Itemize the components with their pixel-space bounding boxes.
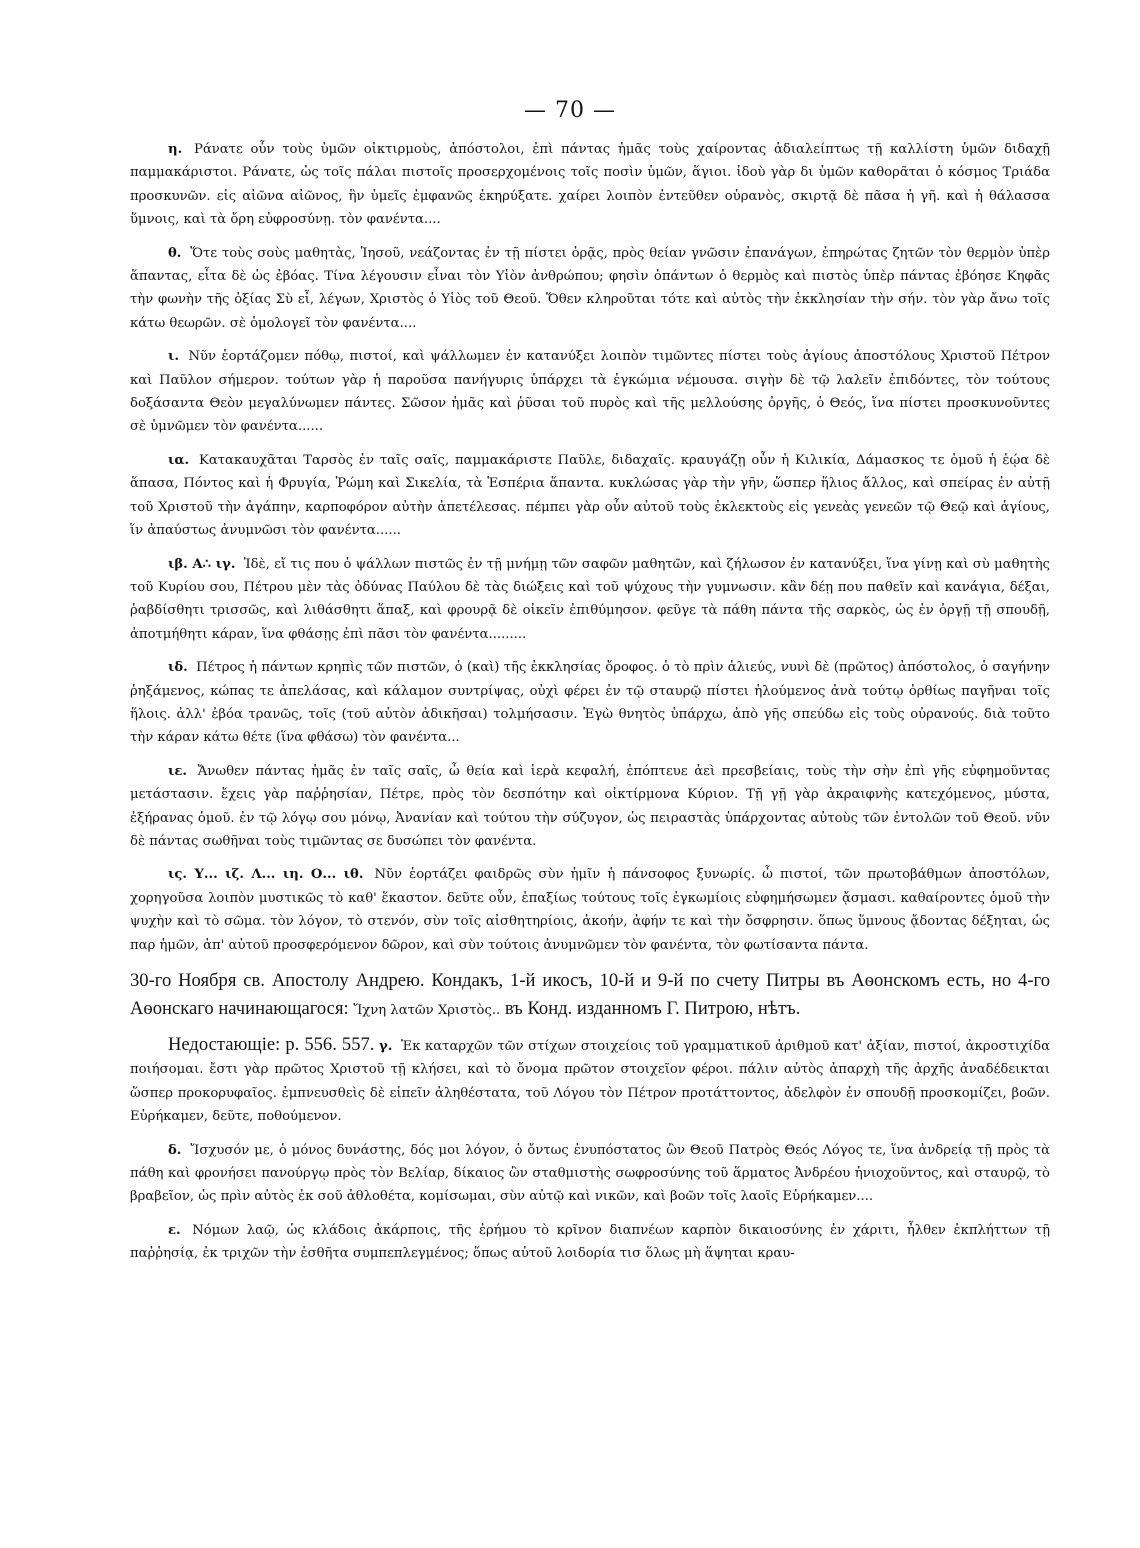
section-heading [130,967,1050,1025]
stanza-number: ιε. [168,763,187,779]
paragraph-iota-beta-gamma [130,553,1050,647]
stanza-number: ι. [168,349,179,365]
missing-lead: Недостающіе: р. 556. 557. [168,1034,375,1055]
paragraph-eta [130,138,1050,232]
stanza-text: Νόμων λαῷ, ὡς κλάδοις ἀκάρποις, τῆς ἐρήμου τὸ κρῖνον διαπνέων καρπὸν δικαιοσύνης ἐν χάριτι, ἦλθεν ἐκπλήττων τῇ παῤῥησίᾳ, ἐκ τριχῶν τὴν ἐσθῆτα συμπεπλεγμένος; ὅπως αὐτοῦ λοιδορία τισ ὅλως μὴ ἅψηται κραυ- [130,1222,1050,1262]
stanza-text: Ἴσχυσόν με, ὁ μόνος δυνάστης, δός μοι λόγον, ὁ ὄντως ἐνυπόστατος ὢν Θεοῦ Πατρὸς Θεός Λόγος τε, ἵνα ἀνδρείᾳ τῇ πρὸς τὰ πάθη καὶ φρονήσει πανούργῳ πρὸς τὸν Βελίαρ, δίκαιος ὢν σταθμιστὴς σωφροσύνης τοῦ ἅρματος Ἀνδρέου ἡνιοχοῦντος, καὶ σταυρῷ, τὸ βραβεῖον, ὡς πρὶν αὐτὸς ἐκ σοῦ ἀθλοθέτα, κομίσωμαι, σὺν αὐτῷ καὶ νικῶν, καὶ βοῶν τοῖς λαοῖς Εὑρήκαμεν.... [130,1142,1050,1205]
stanza-text: Ἄνωθεν πάντας ἡμᾶς ἐν ταῖς σαῖς, ὦ θεία καὶ ἱερὰ κεφαλή, ἐπόπτευε ἀεὶ πρεσβείαις, τοὺς τὴν σὴν ἐπὶ γῆς εὐφημοῦντας μετάστασιν. ἔχεις γὰρ παῤῥησίαν, Πέτρε, πρὸς τὸν δεσπότην καὶ οἰκτίρμονα Κύριον. Τῇ γῇ γὰρ ἀκραιφνὴς κατεχόμενος, μύστα, ἐξήρανας ὁμοῦ. ἐν τῷ λόγῳ σου μόνῳ, Ἀνανίαν καὶ τούτου τὴν σύζυγον, ὡς πειραστὰς ὑπάρχοντας αὐτοὺς τῶν ἐντολῶν τοῦ Θεοῦ. νῦν δὲ πάντας σωθῆναι τοὺς τιμῶντας σε δυσώπει τὸν φανέντα. [130,763,1050,849]
stanza-number: ιδ. [168,660,188,676]
paragraph-theta [130,242,1050,336]
heading-text-after: въ Конд. изданномъ Г. Питрою, нѣтъ. [500,998,801,1019]
stanza-text: Νῦν ἑορτάζει φαιδρῶς σὺν ἡμῖν ἡ πάνσοφος ξυνωρίς. ὦ πιστοί, τῶν πρωτοβάθμων ἀποστόλων, χορηγοῦσα λοιπὸν μυστικῶς τὸ καθ' ἕκαστον. δεῦτε οὖν, ἐπαξίως τούτους τοῖς ἐγκωμίοις εὐφημήσωμεν ᾄσμασι. καθαίροντες ὁμοῦ τὴν ψυχὴν καὶ τὸ σῶμα. τὸν λόγον, τὸ στενόν, σὺν τοῖς αἰσθητηρίοις, ἀκοήν, ἀφήν τε καὶ τὴν ὄσφρησιν. ὅπως ὕμνους ᾄδοντας δέξηται, ὡς παρ ἡμῶν, ἀπ' αὐτοῦ προσφερόμενον δῶρον, καὶ σὺν τούτοις ἀνυμνῶμεν τὸν φανέντα, τὸν φωτίσαντα πάντα. [130,867,1050,953]
stanza-number: γ. [379,1039,393,1054]
stanza-number: ε. [168,1222,181,1238]
paragraph-missing-gamma [130,1033,1050,1129]
page-number: — 70 — [524,98,616,123]
paragraph-iota-stigma [130,863,1050,957]
paragraph-iota [130,345,1050,439]
stanza-number: ια. [168,452,190,468]
stanza-number: ιβ. Α∴ ιγ. [168,556,236,572]
stanza-text: Ἐκ καταρχῶν τῶν στίχων στοιχείοις τοῦ γραμματικοῦ ἀριθμοῦ κατ' ἀξίαν, πιστοί, ἀκροστιχίδα ποιήσομαι. ἔστι γὰρ πρῶτος Χριστοῦ τῇ κλήσει, καὶ τὸ ὄνομα πρῶτον στοιχεῖον φέροι. πάλιν αὐτὸς ἀπαρχὴ τῆς ἀρχῆς ἀναδέδεικται ὥσπερ προκορυφαῖος. ἐμπνευσθεὶς δὲ εἰπεῖν ἀληθέστατα, τοῦ Λόγου τὸν Πέτρον προτάττοντος, ἀδελφὸν ἐν σπουδῇ προσκομίζει, βοῶν. Εὑρήκαμεν, δεῦτε, ποθούμενον. [130,1039,1050,1125]
paragraph-iota-epsilon [130,760,1050,854]
stanza-number: θ. [168,245,182,261]
stanza-text: Κατακαυχᾶται Ταρσὸς ἐν ταῖς σαῖς, παμμακάριστε Παῦλε, διδαχαῖς. κραυγάζῃ οὖν ἡ Κιλικία, Δάμασκος τε ὁμοῦ ἡ ἑῴα δὲ ἅπασα, Πόντος καὶ ἡ Φρυγία, Ῥώμη καὶ Σικελία, τὰ Ἑσπέρια ἅπαντα. κυκλώσας γὰρ τὴν γῆν, ὥσπερ ἥλιος ἄλλος, καὶ σπείρας ἐν αὐτῇ τοῦ Χριστοῦ τὴν ἀγάπην, καρποφόρον αὐτὴν ἀπετέλεσας. πέμπει γὰρ οὖν αὐτοῦ τοὺς ἐκλεκτοὺς εἰς γενεὰς γενεῶν τῷ Θεῷ καὶ ἁγίους, ἵν ἀπαύστως ἀνυμνῶσι τὸν φανέντα...... [130,452,1050,539]
paragraph-iota-delta [130,656,1050,750]
body-text [130,138,1050,1276]
heading-text-before: 30-го Ноября св. Апостолу Андрею. Кондакъ, 1-й икосъ, 10-й и 9-й по счету Питры въ Аѳонскомъ есть, но 4-го Аѳонскаго начинающагося: [130,970,1050,1019]
paragraph-iota-alpha [130,449,1050,543]
stanza-number: η. [168,142,183,157]
paragraph-epsilon [130,1219,1050,1266]
stanza-number: ις. Υ... ιζ. Λ... ιη. Ο... ιθ. [168,867,364,883]
stanza-text: Ράνατε οὖν τοὺς ὑμῶν οἰκτιρμοὺς, ἀπόστολοι, ἐπὶ πάντας ἡμᾶς τοὺς χαίροντας ἀδιαλείπτως τῇ καλλίστη ὑμῶν διδαχῇ παμμακάριστοι. Ράνατε, ὡς τοῖς πάλαι πιστοῖς προσερχομένοις τοῖς ποσὶν ὑμῶν, ἅγιοι. ἰδοὺ γὰρ δι ὑμῶν καθορᾶται ὁ κόσμος Τριάδα προσκυνῶν. εἰς αἰῶνα αἰῶνος, ἣν ὑμεῖς ἐμφανῶς ἐκηρύξατε. χαίρει λοιπὸν ἐντεῦθεν οὐρανὸς, σκιρτᾷ δὲ πᾶσα ἡ γῆ. καὶ ἡ θάλασσα ὕμνοις, καὶ τὰ ὄρη εὐφροσύνῃ. τὸν φανέντα.... [130,142,1050,228]
stanza-text: Ἰδὲ, εἴ τις που ὁ ψάλλων πιστῶς ἐν τῇ μνήμῃ τῶν σαφῶν μαθητῶν, καὶ ζήλωσον ἐν κατανύξει, ἵνα γίνῃ καὶ σὺ μαθητὴς τοῦ Κυρίου σου, Πέτρου μὲν τὰς ὀδύνας Παύλου δὲ τὰς διώξεις καὶ τοῦ ψύχους τὴν γυμνωσιν. κἂν δέῃ που παθεῖν καὶ κανάγια, δέξαι, ῥαβδίσθητι τρισσῶς, καὶ λιθάσθητι ἅπαξ, καὶ φρουρᾷ δὲ οἰκεῖν ἐπιθύμησον. φεῦγε τὰ πάθη πάντα τῆς σαρκὸς, ὡς ἐν ὀργῇ τῇ σπουδῇ, ἀποτμήθητι κάραν, ἵνα φθάσῃς ἐπὶ πᾶσι τὸν φανέντα......... [130,556,1050,642]
stanza-number: δ. [168,1142,182,1158]
stanza-text: Νῦν ἑορτάζομεν πόθῳ, πιστοί, καὶ ψάλλωμεν ἐν κατανύξει λοιπὸν τιμῶντες πίστει τοὺς ἁγίους ἀποστόλους Χριστοῦ Πέτρον καὶ Παῦλον σήμερον. τούτων γὰρ ἡ παροῦσα πανήγυρις ὑπάρχει τὰ ἐγκώμια νέμουσα. σιγὴν δὲ τῷ λαλεῖν ἐπιδόντες, τὸν τούτους δοξάσαντα Θεὸν μεγαλύνωμεν πάντες. Σῶσον ἡμᾶς καὶ ῥῦσαι τοῦ πυρὸς καὶ τῆς μελλούσης ὀργῆς, ὁ Θεός, ἵνα πίστει προσκυνοῦντες σὲ ὑμνῶμεν τὸν φανέντα...... [130,349,1050,435]
heading-greek-incipit: Ἴχνη λατῶν Χριστὸς.. [353,1003,501,1018]
stanza-text: Ὅτε τοὺς σοὺς μαθητὰς, Ἰησοῦ, νεάζοντας ἐν τῇ πίστει ὁρᾷς, πρὸς θείαν γνῶσιν ἐπανάγων, ἐπηρώτας ζητῶν τὸν θερμὸν ὑπὲρ ἅπαντας, εἶτα δὲ ὡς ἐβόας. Τίνα λέγουσιν εἶναι τὸν Υἱὸν ἀνθρώπου; φησὶν ὁπάντων ὁ θερμὸς καὶ πιστὸς ὑπὲρ πάντας ἐβόησε Κηφᾶς τὴν φωνὴν τῆς ὀξίας Σὺ εἶ, λέγων, Χριστὸς ὁ Υἱὸς τοῦ Θεοῦ. Ὅθεν κληροῦται τότε καὶ αὐτὸς τὴν ἐκκλησίαν τὴν σήν. τὸν γὰρ ἄνω τοῖς κάτω θεωρῶν. σὲ ὁμολογεῖ τὸν φανέντα.... [130,245,1050,331]
paragraph-delta [130,1139,1050,1209]
stanza-text: Πέτρος ἡ πάντων κρηπὶς τῶν πιστῶν, ὁ (καὶ) τῆς ἐκκλησίας ὄροφος. ὁ τὸ πρὶν ἁλιεύς, νυνὶ δὲ (πρῶτος) ἀπόστολος, ὁ σαγήνην ῥηξάμενος, κώπας τε ἀπελάσας, καὶ κάλαμον συντρίψας, οὐχὶ φέρει ἐν τῷ σταυρῷ πίστει ἡλούμενος ἀνὰ τούτῳ ὀρθίως παγῆναι τοῖς ἥλοις. ἀλλ' ἐβόα τρανῶς, τοῖς (τοῦ αὐτὸν ἀδικῆσαι) τολμήσασιν. Ἐγὼ θνητὸς ὑπάρχω, ἀπὸ γῆς σπεύδω εἰς τοὺς οὐρανούς. διὰ τοῦτο τὴν κάραν κάτω θέτε (ἵνα φθάσω) τὸν φανέντα... [130,660,1050,746]
